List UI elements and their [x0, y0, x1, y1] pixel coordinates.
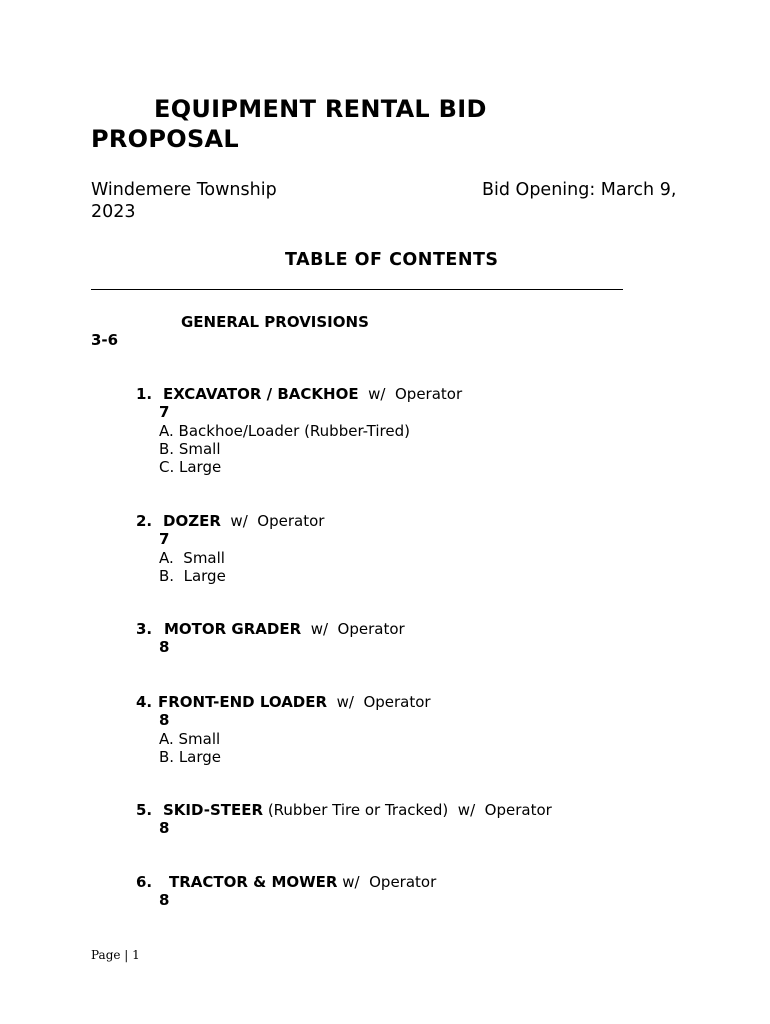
toc-item-operator-note: w/ Operator — [220, 512, 325, 530]
toc-item-name: FRONT-END LOADER — [158, 693, 328, 711]
toc-subitem: B. Large — [159, 567, 226, 585]
toc-item-title — [163, 385, 462, 403]
toc-item-name: SKID-STEER — [163, 801, 264, 819]
toc-item-operator-note: w/ Operator — [301, 620, 405, 638]
toc-subitem: A. Small — [159, 730, 221, 748]
bid-opening-date: Bid Opening: March 9, — [482, 180, 677, 200]
toc-item-name: MOTOR GRADER — [164, 620, 302, 638]
toc-item-title — [163, 512, 324, 530]
toc-item-operator-note: w/ Operator — [337, 873, 437, 891]
toc-item-name: DOZER — [163, 512, 221, 530]
toc-item-number: 4. — [136, 693, 153, 711]
toc-item-number: 3. — [136, 620, 153, 638]
general-provisions-pages: 3-6 — [91, 331, 119, 349]
title-line-1: EQUIPMENT RENTAL BID — [154, 95, 487, 123]
toc-item-page: 8 — [159, 819, 170, 837]
title-line-2: PROPOSAL — [91, 125, 240, 153]
toc-item-operator-note: w/ Operator — [448, 801, 552, 819]
page-footer: Page | 1 — [91, 948, 140, 962]
toc-subitem: B. Small — [159, 440, 221, 458]
toc-item-operator-note: w/ Operator — [358, 385, 463, 403]
toc-item-name: TRACTOR & MOWER — [169, 873, 338, 891]
general-provisions-label: GENERAL PROVISIONS — [181, 313, 369, 331]
toc-item-title — [158, 693, 431, 711]
toc-item-title — [163, 801, 552, 819]
toc-item-title — [169, 873, 436, 891]
toc-item-qualifier: (Rubber Tire or Tracked) — [263, 801, 449, 819]
toc-item-number: 1. — [136, 385, 153, 403]
toc-divider — [91, 289, 623, 290]
toc-heading: TABLE OF CONTENTS — [285, 250, 499, 270]
toc-item-title — [164, 620, 405, 638]
toc-item-page: 7 — [159, 530, 170, 548]
toc-item-page: 8 — [159, 638, 170, 656]
toc-item-number: 2. — [136, 512, 153, 530]
toc-item-name: EXCAVATOR / BACKHOE — [163, 385, 359, 403]
toc-item-page: 7 — [159, 403, 170, 421]
toc-subitem: A. Backhoe/Loader (Rubber-Tired) — [159, 422, 410, 440]
bid-opening-year: 2023 — [91, 202, 136, 222]
toc-item-number: 6. — [136, 873, 153, 891]
toc-item-page: 8 — [159, 711, 170, 729]
toc-subitem: C. Large — [159, 458, 222, 476]
toc-item-operator-note: w/ Operator — [327, 693, 431, 711]
township-name: Windemere Township — [91, 180, 277, 200]
toc-item-number: 5. — [136, 801, 153, 819]
toc-subitem: B. Large — [159, 748, 222, 766]
toc-subitem: A. Small — [159, 549, 225, 567]
toc-item-page: 8 — [159, 891, 170, 909]
